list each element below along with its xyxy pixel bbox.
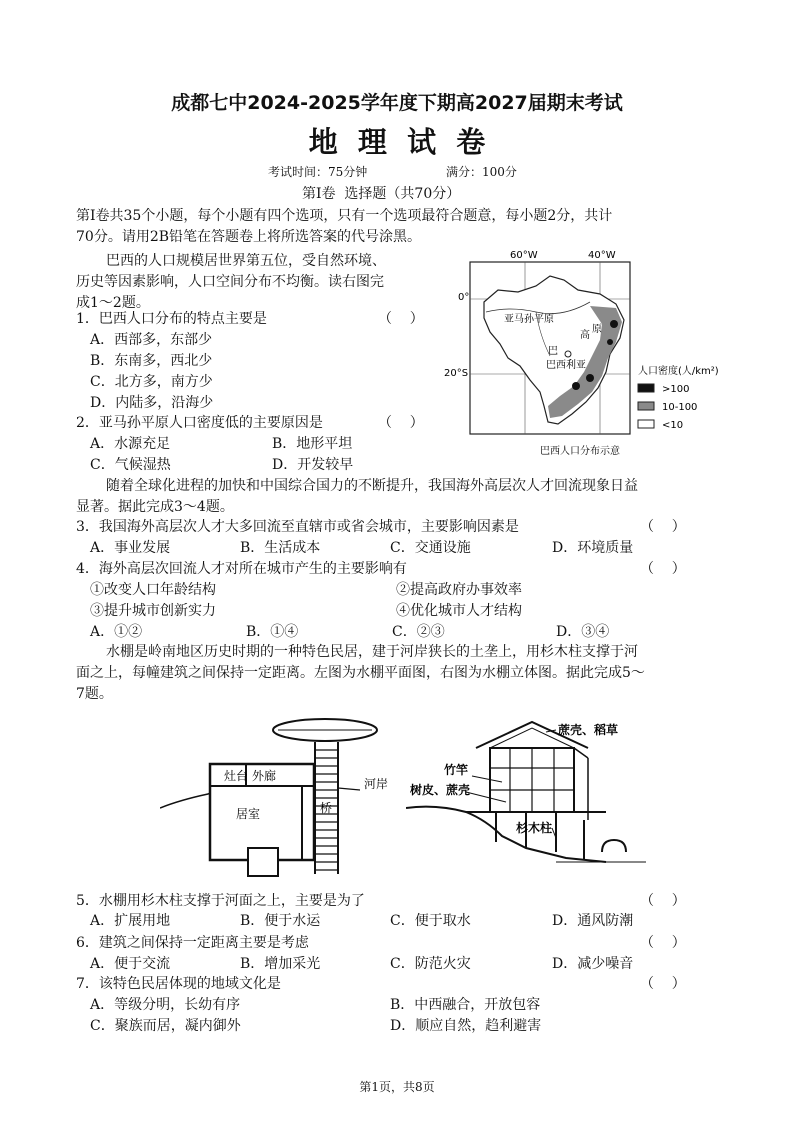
q6-option-a: A．便于交流 — [90, 956, 171, 972]
q4-answer-paren: （ ） — [640, 561, 686, 577]
legend-label-mid: 10-100 — [662, 402, 698, 413]
label-bamboo-pole: 竹竿 — [444, 763, 469, 777]
page-number: 第1页，共8页 — [359, 1080, 435, 1094]
water-shed-floor-plan — [160, 708, 400, 880]
q5-answer-paren: （ ） — [640, 893, 686, 909]
q5-option-d: D．通风防潮 — [552, 913, 634, 929]
water-shed-3d-view — [406, 712, 646, 882]
q4-stem: 4．海外高层次回流人才对所在城市产生的主要影响有 — [76, 561, 407, 577]
q6-stem: 6．建筑之间保持一定距离主要是考虑 — [76, 935, 309, 951]
q5-stem: 5．水棚用杉木柱支撑于河面之上，主要是为了 — [76, 893, 365, 909]
intro1-line-2: 历史等因素影响，人口空间分布不均衡。读右图完 — [76, 274, 384, 290]
map-legend — [636, 362, 754, 434]
q6-option-b: B．增加采光 — [240, 956, 321, 972]
q1-option-c: C．北方多，南方少 — [90, 374, 213, 390]
subject-title: 地 理 试 卷 — [308, 125, 486, 159]
q7-option-a: A．等级分明，长幼有序 — [90, 997, 241, 1013]
exam-time: 考试时间：75分钟 — [268, 165, 368, 179]
label-amazon-plain: 亚马孙平原 — [504, 314, 554, 325]
boat-arch-icon — [602, 840, 626, 852]
legend-title: 人口密度(人/km²) — [638, 366, 719, 377]
instruction-line-1: 第Ⅰ卷共35个小题，每个小题有四个选项，只有一个选项最符合题意，每小题2分，共计 — [76, 208, 613, 224]
q5-option-b: B．便于水运 — [240, 913, 321, 929]
q4-statement-2: ②提高政府办事效率 — [396, 582, 522, 598]
q5-option-a: A．扩展用地 — [90, 913, 171, 929]
q3-option-b: B．生活成本 — [240, 540, 321, 556]
q5-option-c: C．便于取水 — [390, 913, 471, 929]
label-brasilia-2: 巴西利亚 — [546, 360, 586, 371]
q3-option-c: C．交通设施 — [390, 540, 471, 556]
q4-statement-4: ④优化城市人才结构 — [396, 603, 522, 619]
intro1-line-1: 巴西的人口规模居世界第五位，受自然环境、 — [106, 253, 386, 269]
intro2-line-2: 显著。据此完成3～4题。 — [76, 499, 234, 515]
legend-swatch-mid — [638, 402, 654, 410]
q1-stem: 1．巴西人口分布的特点主要是 — [76, 311, 267, 327]
section-title: 第Ⅰ卷 选择题（共70分） — [302, 186, 461, 202]
q7-option-b: B．中西融合，开放包容 — [390, 997, 541, 1013]
density-high-rio — [586, 374, 594, 382]
map-lat-0: 0° — [458, 292, 470, 303]
q4-option-d: D．③④ — [556, 624, 610, 640]
label-stove: 灶台 — [224, 769, 249, 783]
q6-option-c: C．防范火灾 — [390, 956, 471, 972]
back-room — [248, 848, 278, 876]
q7-stem: 7．该特色民居体现的地域文化是 — [76, 976, 281, 992]
label-bridge: 桥 — [320, 801, 333, 815]
q4-statement-1: ①改变人口年龄结构 — [90, 582, 216, 598]
legend-swatch-high — [638, 384, 654, 392]
q2-stem: 2．亚马孙平原人口密度低的主要原因是 — [76, 415, 323, 431]
q4-statement-3: ③提升城市创新实力 — [90, 603, 216, 619]
q7-answer-paren: （ ） — [640, 976, 686, 992]
map-lon-40w: 40°W — [588, 250, 616, 261]
map-caption: 巴西人口分布示意 — [540, 446, 620, 457]
intro2-line-1: 随着全球化进程的加快和中国综合国力的不断提升，我国海外高层次人才回流现象日益 — [106, 478, 638, 494]
exam-title: 成都七中2024-2025学年度下期高2027届期末考试 — [171, 92, 623, 114]
q6-option-d: D．减少噪音 — [552, 956, 634, 972]
q7-option-d: D．顺应自然，趋利避害 — [390, 1018, 542, 1034]
map-lon-60w: 60°W — [510, 250, 538, 261]
river-bank-pointer — [338, 788, 360, 790]
density-high-saopaulo — [572, 382, 580, 390]
q3-answer-paren: （ ） — [640, 519, 686, 535]
stilts — [496, 812, 584, 860]
density-high-salvador — [607, 339, 613, 345]
label-river-bank: 河岸 — [364, 777, 389, 791]
label-plateau-1: 高 — [580, 330, 590, 341]
brasilia-marker-icon — [565, 351, 571, 357]
q2-option-c: C．气候湿热 — [90, 457, 171, 473]
q6-answer-paren: （ ） — [640, 935, 686, 951]
q3-stem: 3．我国海外高层次人才大多回流至直辖市或省会城市，主要影响因素是 — [76, 519, 519, 535]
density-high-ne — [610, 320, 618, 328]
label-plateau-2: 原 — [592, 324, 602, 335]
q2-option-b: B．地形平坦 — [272, 436, 353, 452]
legend-label-high: >100 — [662, 384, 690, 395]
q4-option-b: B．①④ — [246, 624, 299, 640]
label-corridor: 外廊 — [252, 769, 277, 783]
brazil-population-map — [440, 246, 640, 460]
label-cane-straw: 蔗壳、稻草 — [558, 723, 619, 737]
intro3-line-3: 7题。 — [76, 686, 113, 702]
q1-option-d: D．内陆多，沿海少 — [90, 395, 214, 411]
label-bark-cane: 树皮、蔗壳 — [410, 783, 471, 797]
q1-option-a: A．西部多，东部少 — [90, 332, 213, 348]
q1-option-b: B．东南多，西北少 — [90, 353, 213, 369]
label-living-room: 居室 — [236, 807, 261, 821]
q2-option-d: D．开发较早 — [272, 457, 354, 473]
q7-option-c: C．聚族而居，凝内御外 — [90, 1018, 241, 1034]
q4-option-a: A．①② — [90, 624, 143, 640]
intro3-line-1: 水棚是岭南地区历史时期的一种特色民居，建于河岸狭长的土垄上，用杉木柱支撑于河 — [106, 644, 638, 660]
q1-answer-paren: （ ） — [378, 311, 424, 327]
intro3-line-2: 面之上，每幢建筑之间保持一定距离。左图为水棚平面图，右图为水棚立体图。据此完成5～ — [76, 665, 645, 681]
q3-option-d: D．环境质量 — [552, 540, 634, 556]
label-fir-pillar: 杉木柱 — [516, 821, 553, 835]
legend-swatch-low — [638, 420, 654, 428]
instruction-line-2: 70分。请用2B铅笔在答题卷上将所选答案的代号涂黑。 — [76, 229, 422, 245]
wall-side — [574, 748, 588, 758]
full-score: 满分：100分 — [446, 165, 517, 179]
intro1-line-3: 成1～2题。 — [76, 295, 150, 311]
q4-option-c: C．②③ — [392, 624, 445, 640]
q3-option-a: A．事业发展 — [90, 540, 171, 556]
legend-label-low: <10 — [662, 420, 684, 431]
q2-option-a: A．水源充足 — [90, 436, 171, 452]
label-brasilia-1: 巴 — [548, 346, 558, 357]
q2-answer-paren: （ ） — [378, 415, 424, 431]
ground-slope — [406, 807, 606, 862]
map-lat-20s: 20°S — [444, 368, 469, 379]
